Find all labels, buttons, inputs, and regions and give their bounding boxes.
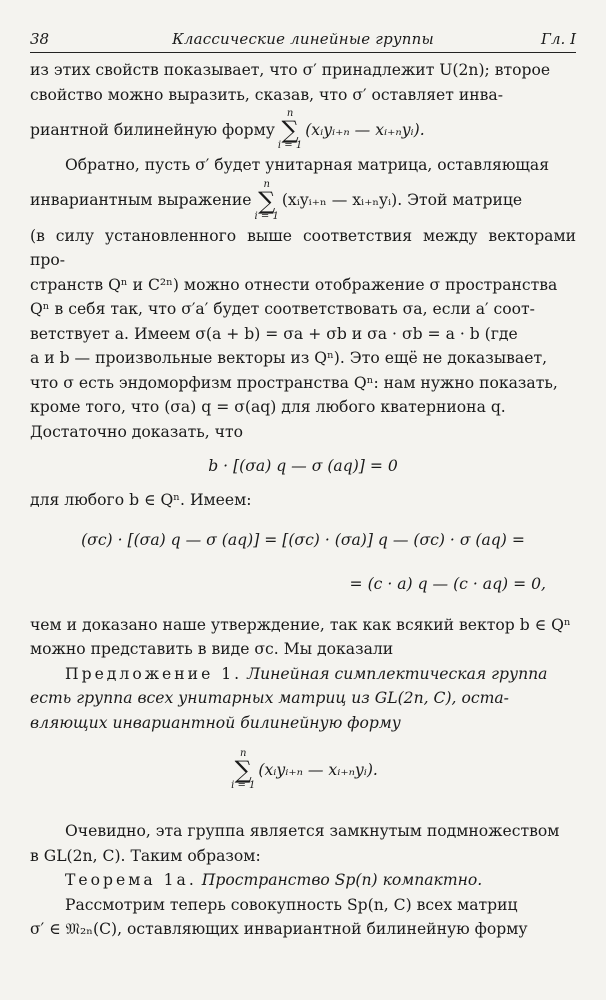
theorem-text: Пространство Sp(n) компактно. [201, 871, 483, 889]
sum-upper-limit: n [240, 748, 247, 759]
text-line: чем и доказано наше утверждение, так как всякий вектор b ∈ Qⁿ [30, 615, 571, 634]
proposition-line [30, 662, 576, 687]
proposition-text: вляющих инвариантной билинейную форму [30, 713, 401, 732]
text-line: Очевидно, эта группа является замкнутым подмножеством [65, 822, 560, 840]
text-line: из этих свойств показывает, что σ′ принадлежит U(2n); второе [30, 61, 551, 79]
formula-fragment: (xᵢyᵢ₊ₙ — xᵢ₊ₙyᵢ). [305, 120, 425, 139]
display-equation [30, 735, 576, 805]
sum-lower-limit: i = 1 [277, 140, 303, 151]
text-line: в GL(2n, C). Таким образом: [30, 846, 261, 865]
page-body [30, 58, 576, 942]
text-line: a и b — произвольные векторы из Qⁿ). Это ещё не доказывает, [30, 349, 548, 367]
text-line: Qⁿ в себя так, что σ′a′ будет соответствовать σa, если a′ соот- [30, 300, 535, 318]
text-line: Рассмотрим теперь совокупность Sp(n, C) всех матриц [65, 895, 518, 914]
text-line-with-sum [30, 178, 576, 224]
text-line: σ′ ∈ 𝔐₂ₙ(C), оставляющих инвариантной билинейную форму [30, 920, 528, 938]
sigma-glyph: ∑ [234, 756, 252, 784]
text-line: кроме того, что (σa) q = σ(aq) для любого кватерниона q. [30, 398, 506, 416]
sigma-glyph: ∑ [281, 116, 299, 144]
display-equation: (σc) · [(σa) q — σ (aq)] = [(σc) · (σa)] q — (σc) · σ (aq) = [81, 531, 525, 550]
display-equation: = (c · a) q — (c · aq) = 0, [349, 575, 546, 594]
display-equation: b · [(σa) q — σ (aq)] = 0 [208, 456, 398, 475]
proposition-label: Предложение 1. [65, 664, 243, 683]
text-line-with-sum [30, 107, 576, 153]
sigma-glyph: ∑ [258, 186, 276, 215]
text-line: свойство можно выразить, сказав, что σ′ оставляет инва- [30, 85, 503, 104]
text-line: (в силу установленного выше соответствия между векторами про- [30, 226, 576, 269]
sum-upper-limit: n [286, 108, 294, 119]
summation-symbol [255, 180, 279, 222]
text-line: ветствует a. Имеем σ(a + b) = σa + σb и σa · σb = a · b (где [30, 324, 518, 343]
theorem-line [30, 868, 576, 893]
sum-upper-limit: n [263, 178, 270, 190]
running-title: Классические линейные группы [172, 30, 434, 48]
page-number: 38 [30, 30, 50, 48]
sum-lower-limit: i = 1 [254, 210, 279, 222]
chapter-label: Гл. I [541, 30, 576, 48]
text-fragment: риантной билинейную форму [30, 120, 275, 139]
proposition-text: Линейная симплектическая группа [247, 664, 548, 683]
running-header [30, 30, 576, 53]
proposition-text: есть группа всех унитарных матриц из GL(2n, C), оста- [30, 689, 509, 707]
text-fragment: (xᵢyᵢ₊ₙ — xᵢ₊ₙyᵢ). Этой матрице [281, 191, 523, 210]
text-line: странств Qⁿ и C²ⁿ) можно отнести отображение σ пространства [30, 275, 558, 294]
text-line: Достаточно доказать, что [30, 422, 243, 441]
text-line: можно представить в виде σc. Мы доказали [30, 640, 394, 658]
theorem-label: Теорема 1а. [65, 871, 197, 889]
summation-symbol [278, 109, 302, 151]
sum-lower-limit: i = 1 [231, 780, 256, 791]
text-line: Обратно, пусть σ′ будет унитарная матрица, оставляющая [65, 156, 550, 174]
text-fragment: инвариантным выражение [30, 191, 252, 210]
summation-symbol [231, 749, 255, 791]
formula-fragment: (xᵢyᵢ₊ₙ — xᵢ₊ₙyᵢ). [258, 760, 378, 779]
text-line: что σ есть эндоморфизм пространства Qⁿ: нам нужно показать, [30, 373, 558, 392]
text-line: для любого b ∈ Qⁿ. Имеем: [30, 491, 252, 509]
